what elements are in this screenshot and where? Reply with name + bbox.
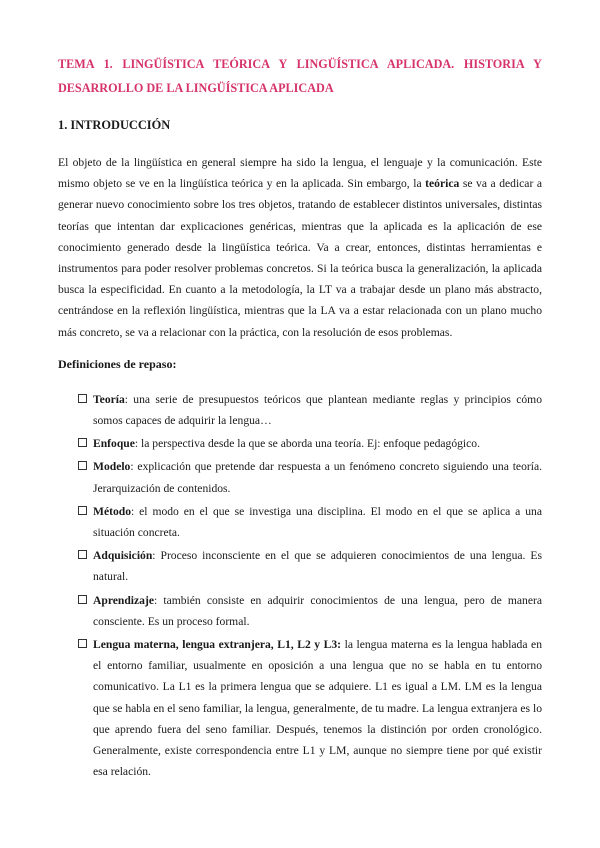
document-title: TEMA 1. LINGÜÍSTICA TEÓRICA Y LINGÜÍSTICA APLICADA. HISTORIA Y DESARROLLO DE LA LINGÜÍSTICA APLICADA [58, 57, 542, 95]
checkbox-icon[interactable] [78, 461, 87, 470]
intro-text-after: se va a dedicar a generar nuevo conocimiento sobre los tres objetos, tratando de establecer distintos universales, distintas teorías que intentan dar explicaciones genéricas, mientras que la aplicada es la aplicación de ese conocimiento generado desde la lingüística teórica. Va a crear, entonces, distintas herramientas e instrumentos para poder resolver problemas concretos. Si la teórica busca la generalización, la aplicada busca la especificidad. En cuanto a la metodología, la LT va a trabajar desde un plano más abstracto, centrándose en la reflexión lingüística, mientras que la LA va a estar relacionada con un plano mucho más concreto, se va a relacionar con la práctica, con la resolución de esos problemas. [58, 177, 543, 339]
checkbox-icon[interactable] [78, 394, 87, 403]
intro-text-before: El objeto de la lingüística en general siempre ha sido la lengua, el lenguaje y la comunicación. Este mismo objeto se ve en la lingüística teórica y en la aplicada. Sin embargo, la [58, 156, 542, 191]
definition-term: Método [93, 504, 131, 518]
definition-item [58, 590, 542, 632]
definition-term: Enfoque [93, 437, 135, 451]
definition-text: : la perspectiva desde la que se aborda una teoría. Ej: enfoque pedagógico. [134, 437, 480, 451]
definition-item [58, 433, 542, 454]
definition-text: : explicación que pretende dar respuesta a un fenómeno concreto siguiendo una teoría. Jerarquización de contenidos. [93, 460, 542, 495]
checkbox-icon[interactable] [78, 639, 87, 648]
definition-term: Adquisición [93, 549, 153, 563]
definition-item [58, 545, 542, 587]
checkbox-icon[interactable] [78, 595, 87, 604]
definition-text: : el modo en el que se investiga una disciplina. El modo en el que se aplica a una situación concreta. [93, 504, 542, 540]
definition-item [58, 501, 542, 543]
definition-term: Aprendizaje [93, 593, 154, 607]
definition-item [58, 389, 542, 431]
definitions-list [58, 389, 542, 783]
definition-term: Teoría [93, 392, 125, 406]
document-page [58, 52, 542, 784]
section-heading: 1. INTRODUCCIÓN [58, 118, 171, 132]
checkbox-icon[interactable] [78, 438, 87, 447]
definition-text: : también consiste en adquirir conocimientos de una lengua, pero de manera consciente. Es un proceso formal. [93, 593, 542, 628]
intro-paragraph [58, 152, 542, 343]
checkbox-icon[interactable] [78, 550, 87, 559]
definition-term: Modelo [93, 460, 131, 474]
definition-text: : una serie de presupuestos teóricos que plantean mediante reglas y principios cómo somos capaces de adquirir la lengua… [93, 392, 542, 428]
definitions-heading: Definiciones de repaso: [58, 356, 177, 371]
definition-item [58, 456, 542, 498]
definition-text: la lengua materna es la lengua hablada en el entorno familiar, usualmente en oposición a una lengua que no se habla en tu entorno comunicativo. La L1 es la primera lengua que se adquiere. L1 es igual a LM. LM es la lengua que se habla en el seno familiar, la lengua, generalmente, de tu madre. La lengua extranjera es lo que aprendo fuera del seno familiar. Después, tenemos la distinción por orden cronológico. Generalmente, existe correspondencia entre L1 y LM, aunque no siempre tiene por qué existir esa relación. [93, 638, 543, 779]
definition-text: : Proceso inconsciente en el que se adquieren conocimientos de una lengua. Es natural. [93, 549, 542, 584]
intro-bold-term: teórica [425, 177, 460, 191]
checkbox-icon[interactable] [78, 506, 87, 515]
definition-item [58, 634, 542, 782]
definition-term: Lengua materna, lengua extranjera, L1, L2 y L3: [93, 638, 342, 652]
